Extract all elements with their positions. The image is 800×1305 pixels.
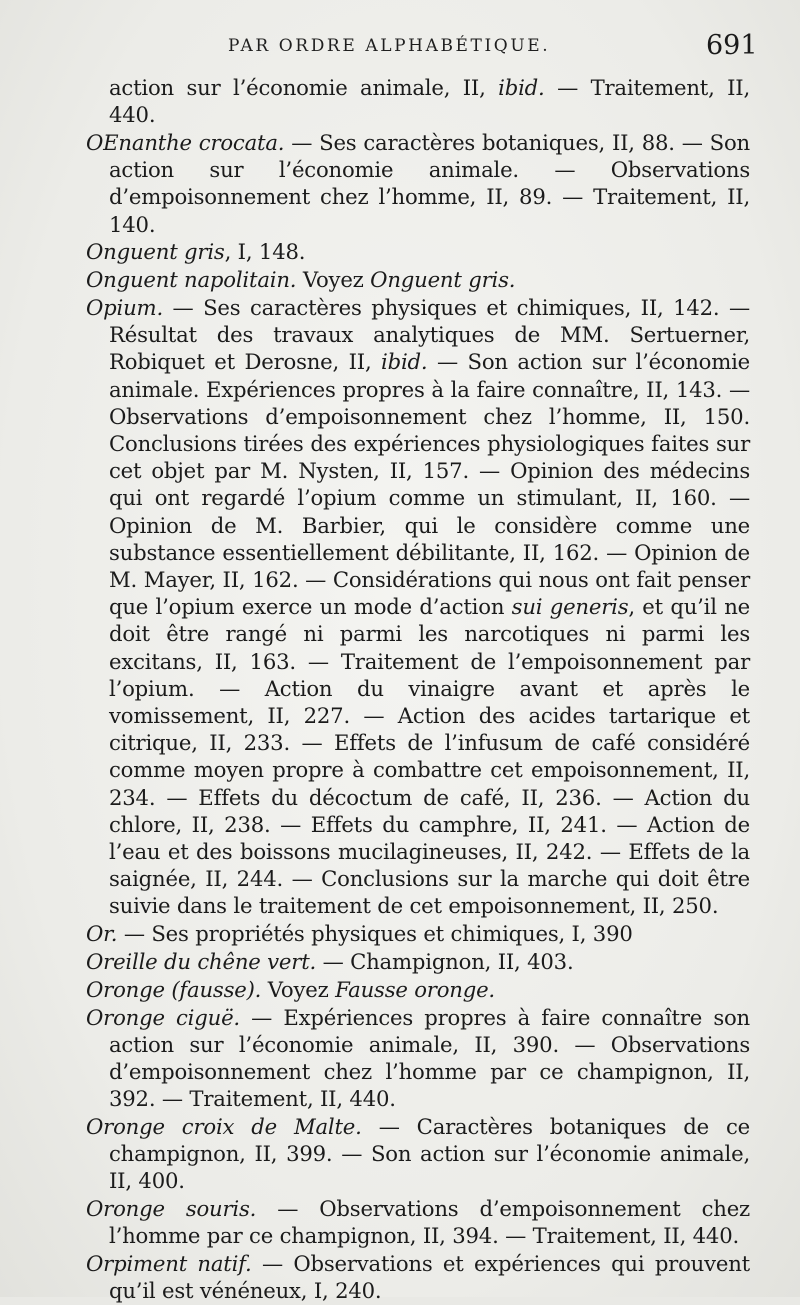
entry-text: — Ses caractères physiques et chimiques, II, 142. — Résultat des travaux analytiques de MM. Sertuerner, Robiquet et Derosne, II, (109, 295, 750, 375)
entry-italic-text: ibid. (498, 75, 545, 100)
entry-term: Oronge ciguë. (86, 1004, 240, 1030)
entry-term: Or. (86, 921, 118, 947)
entry-text: — Son action sur l’économie animale. Expériences propres à la faire connaître, II, 143. — Observations d’empoisonnement chez l’homme, II, 150. Conclusions tirées des expériences physiologiques faites sur cet objet par M. Nysten, II, 157. — Opinion des médecins qui ont regardé l’opium comme un stimulant, II, 160. — Opinion de M. Barbier, qui le considère comme une substance essentiellement débilitante, II, 162. — Opinion de M. Mayer, II, 162. — Considérations qui nous ont fait penser que l’opium exerce un mode d’action (109, 349, 751, 620)
entry-text: — Champignon, II, 403. (316, 949, 574, 975)
index-entry (86, 1113, 750, 1195)
entry-text: — Expériences propres à faire connaître son action sur l’économie animale, II, 390. — Observations d’empoisonnement chez l’homme par ce champignon, II, 392. — Traitement, II, 440. (109, 1004, 751, 1112)
index-entry (86, 976, 750, 1003)
entry-text: — Caractères botaniques de ce champignon, II, 399. — Son action sur l’économie animale, II, 400. (109, 1114, 750, 1194)
page-header (0, 30, 800, 70)
entry-text: — Observations et expériences qui prouvent qu’il est vénéneux, I, 240. (109, 1251, 750, 1304)
index-entry-continuation (86, 74, 750, 128)
entry-text: Voyez (296, 267, 371, 293)
entry-text: — Ses propriétés physiques et chimiques, I, 390 (117, 921, 633, 947)
entry-italic-text: ibid. (381, 349, 428, 375)
index-entry (86, 1195, 750, 1249)
index-entry (86, 1004, 750, 1113)
entry-term: Oronge souris. (86, 1196, 257, 1222)
entry-term: OEnanthe crocata. (86, 130, 285, 155)
index-entries (86, 74, 750, 1305)
entry-text: Voyez (261, 976, 336, 1002)
index-entry (86, 948, 750, 975)
entry-term: Oreille du chêne vert. (86, 949, 317, 975)
entry-italic-text: Onguent gris. (370, 267, 516, 293)
entry-text: — Observations d’empoisonnement chez l’homme par ce champignon, II, 394. — Traitement, II, 440. (109, 1196, 750, 1249)
entry-italic-text: Fausse oronge. (335, 976, 495, 1002)
entry-text: action sur l’économie animale, II, (109, 75, 499, 100)
index-entry (86, 266, 750, 293)
entry-term: Oronge croix de Malte. (86, 1114, 362, 1140)
index-entry (86, 129, 750, 238)
entry-term: Onguent gris (86, 239, 225, 265)
running-head: PAR ORDRE ALPHABÉTIQUE. (228, 36, 551, 56)
entry-text: , I, 148. (224, 239, 306, 265)
entry-italic-text: sui generis (511, 594, 629, 620)
entry-term: Onguent napolitain. (86, 267, 297, 293)
index-entry (86, 238, 750, 265)
entry-text: — Ses caractères botaniques, II, 88. — Son action sur l’économie animale. — Observations d’empoisonnement chez l’homme, II, 89. — Traitement, II, 140. (109, 130, 750, 237)
entry-text: — Traitement, II, 440. (109, 75, 751, 128)
entry-term: Orpiment natif. (86, 1251, 252, 1277)
entry-term: Opium. (86, 295, 163, 320)
entry-text: , et qu’il ne doit être rangé ni parmi les narcotiques ni parmi les excitans, II, 163. — Traitement de l’empoisonnement par l’opium. — Action du vinaigre avant et après le vomissement, II, 227. — Action des acides tartarique et citrique, II, 233. — Effets de l’infusum de café considéré comme moyen propre à combattre cet empoisonnement, II, 234. — Effets du décoctum de café, II, 236. — Action du chlore, II, 238. — Effets du camphre, II, 241. — Action de l’eau et des boissons mucilagineuses, II, 242. — Effets de la saignée, II, 244. — Conclusions sur la marche qui doit être suivie dans le traitement de cet empoisonnement, II, 250. (109, 594, 750, 919)
index-entry (86, 294, 750, 920)
entry-term: Oronge (fausse). (86, 976, 262, 1002)
index-entry (86, 920, 750, 947)
page-number: 691 (706, 30, 758, 61)
